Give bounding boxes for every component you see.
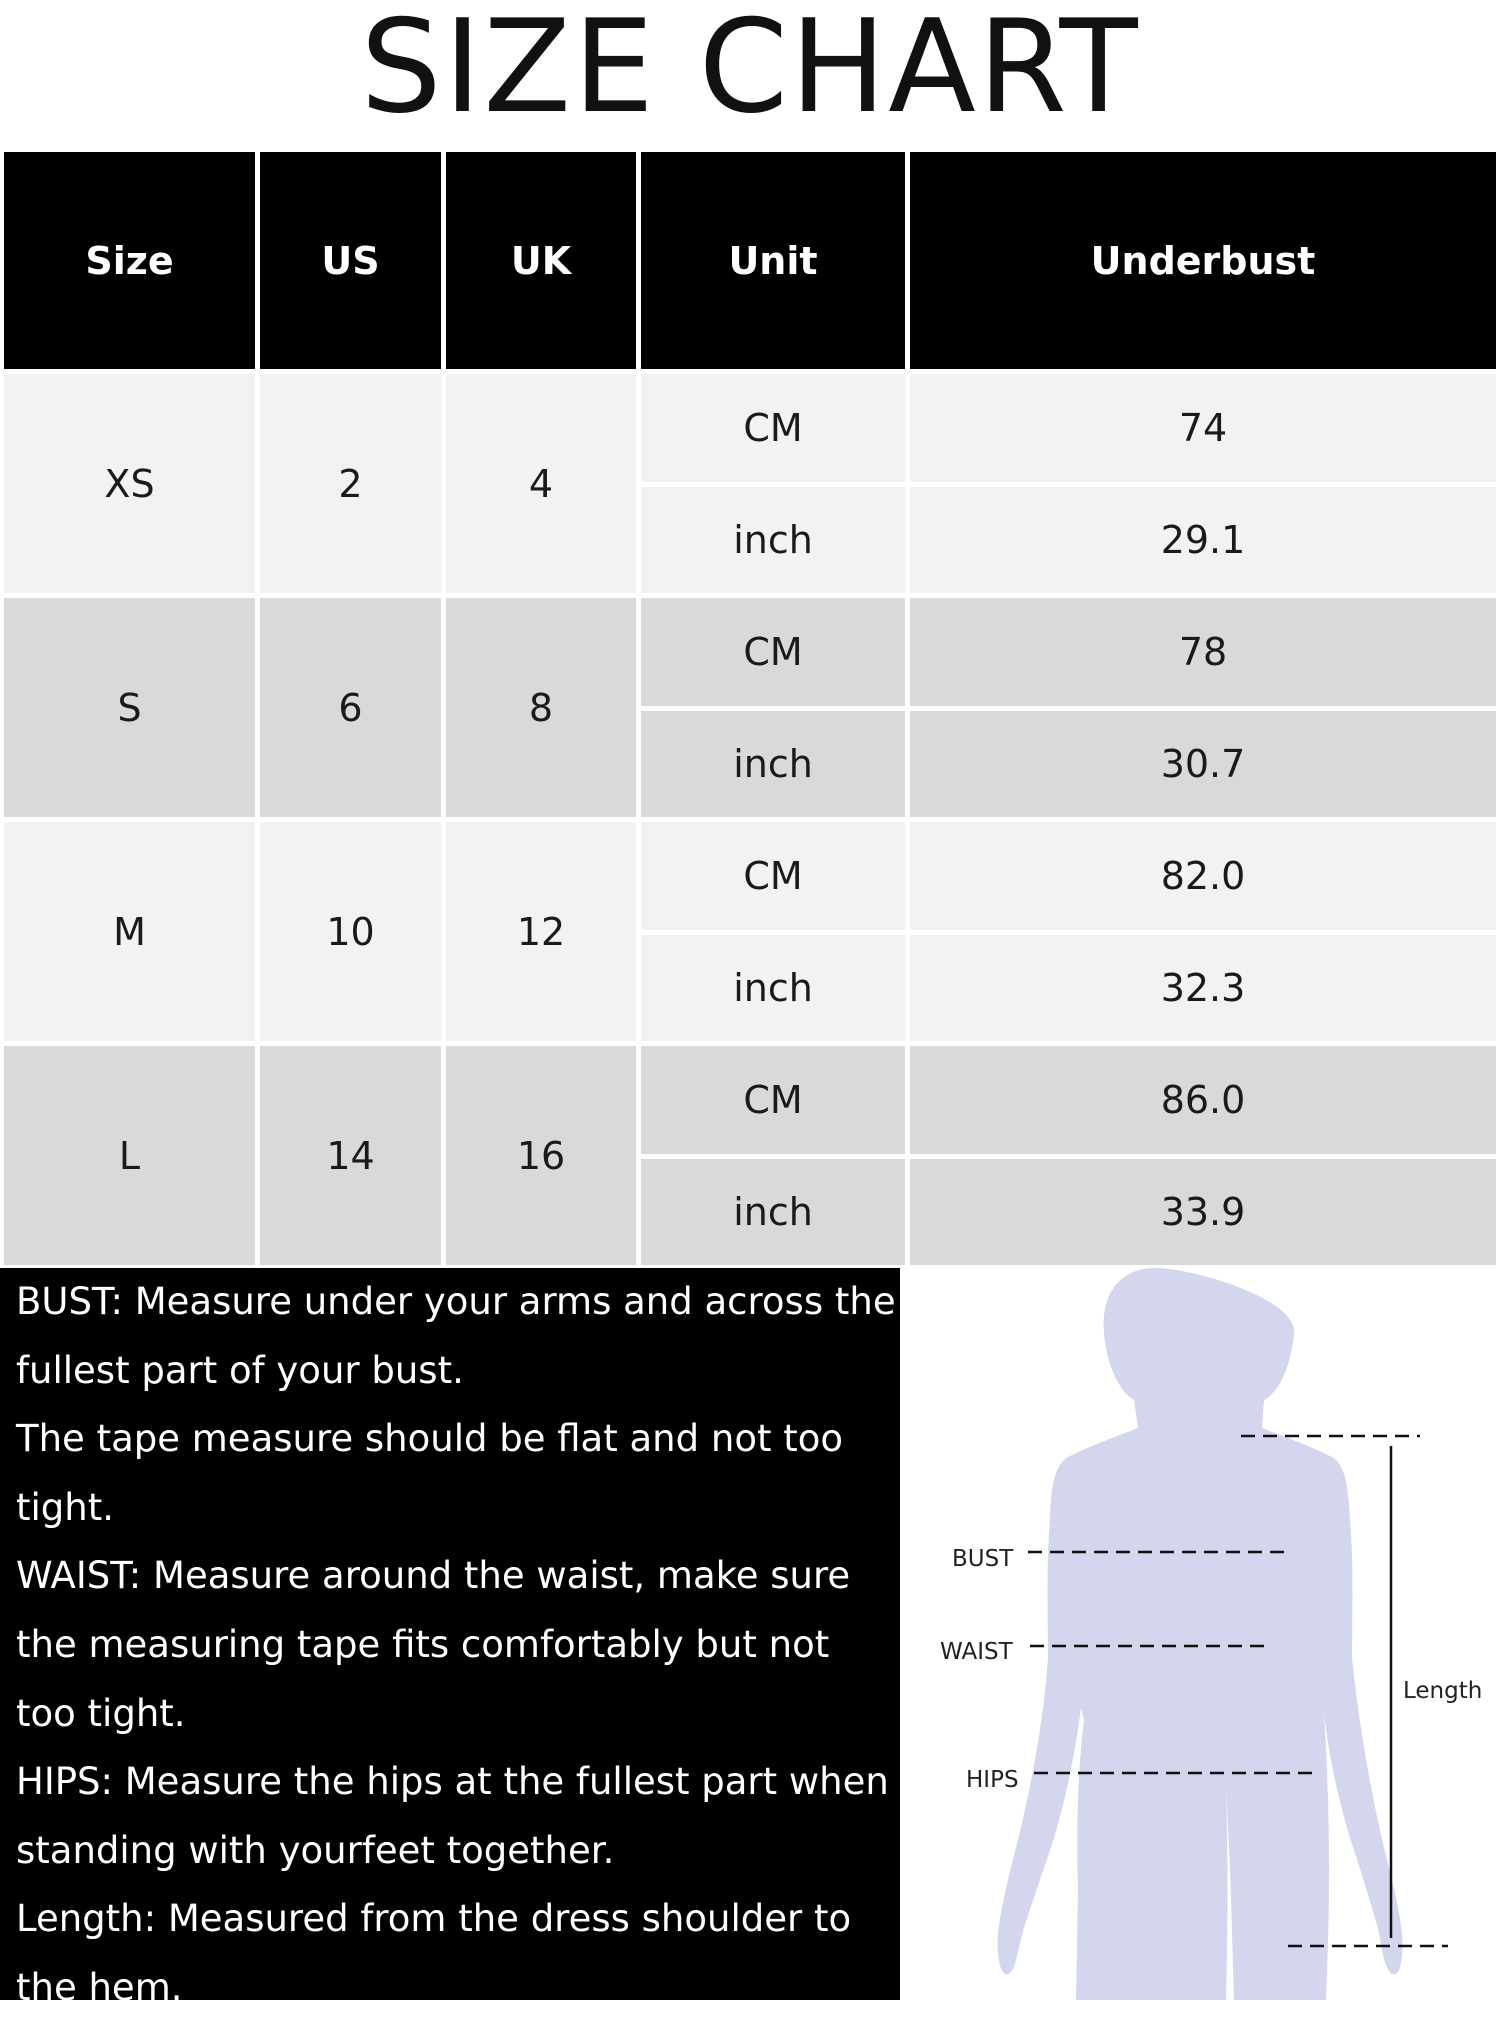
underbust-inch-cell: 29.1	[910, 487, 1496, 594]
header-underbust: Underbust	[910, 152, 1496, 369]
size-cell: M	[4, 822, 255, 1041]
underbust-cm-cell: 74	[910, 374, 1496, 482]
silhouette-graphic	[906, 1268, 1500, 2000]
us-cell: 2	[260, 374, 441, 593]
unit-inch-cell: inch	[641, 711, 905, 818]
unit-cm-cell: CM	[641, 1046, 905, 1154]
us-cell: 14	[260, 1046, 441, 1265]
bust-instruction: BUST: Measure under your arms and across the fullest part of your bust.	[16, 1280, 896, 1392]
underbust-cm-cell: 86.0	[910, 1046, 1496, 1154]
underbust-inch-cell: 33.9	[910, 1159, 1496, 1266]
unit-cm-cell: CM	[641, 822, 905, 930]
page-title: SIZE CHART	[360, 0, 1140, 142]
length-instruction: Length: Measured from the dress shoulder to the hem.	[16, 1897, 852, 2009]
measurement-instructions	[0, 1268, 900, 2009]
bust-label: BUST	[952, 1546, 1014, 1572]
us-cell: 10	[260, 822, 441, 1041]
tape-instruction: The tape measure should be flat and not too tight.	[16, 1417, 844, 1529]
size-table	[0, 148, 1500, 1266]
header-unit: Unit	[641, 152, 905, 369]
unit-cm-cell: CM	[641, 598, 905, 706]
unit-inch-cell: inch	[641, 935, 905, 1042]
us-cell: 6	[260, 598, 441, 817]
size-cell: S	[4, 598, 255, 817]
measurement-figure	[906, 1268, 1500, 2000]
header-size: Size	[4, 152, 255, 369]
length-label: Length	[1403, 1678, 1483, 1704]
uk-cell: 8	[446, 598, 636, 817]
header-uk: UK	[446, 152, 636, 369]
unit-cm-cell: CM	[641, 374, 905, 482]
hips-label: HIPS	[966, 1767, 1019, 1793]
hips-instruction: HIPS: Measure the hips at the fullest part when standing with yourfeet together.	[16, 1760, 889, 1872]
underbust-cm-cell: 78	[910, 598, 1496, 706]
uk-cell: 12	[446, 822, 636, 1041]
underbust-inch-cell: 32.3	[910, 935, 1496, 1042]
underbust-cm-cell: 82.0	[910, 822, 1496, 930]
unit-inch-cell: inch	[641, 487, 905, 594]
waist-label: WAIST	[940, 1639, 1013, 1665]
body-silhouette	[998, 1268, 1403, 2000]
uk-cell: 16	[446, 1046, 636, 1265]
uk-cell: 4	[446, 374, 636, 593]
header-us: US	[260, 152, 441, 369]
underbust-inch-cell: 30.7	[910, 711, 1496, 818]
waist-instruction: WAIST: Measure around the waist, make sure the measuring tape fits comfortably but not too tight.	[16, 1554, 851, 1735]
size-cell: XS	[4, 374, 255, 593]
unit-inch-cell: inch	[641, 1159, 905, 1266]
size-cell: L	[4, 1046, 255, 1265]
